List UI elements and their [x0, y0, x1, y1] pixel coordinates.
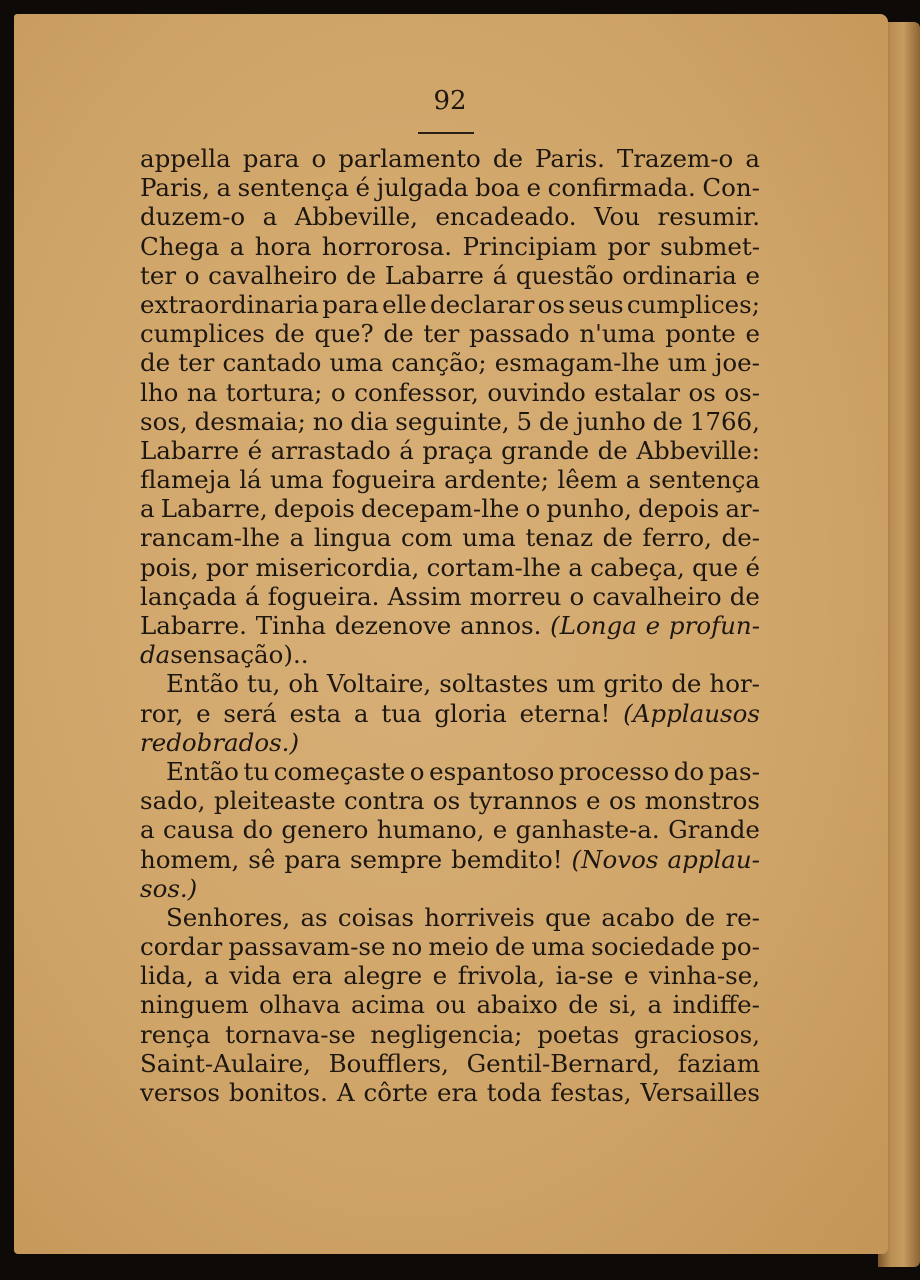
text-line: Chega a hora horrorosa. Principiam por submet-: [140, 231, 760, 261]
text-line: ninguem olhava acima ou abaixo de si, a indiffe-: [140, 990, 760, 1020]
text-line: cumplices de que? de ter passado n'uma ponte e: [140, 319, 760, 349]
text-line: cordar passavam-se no meio de uma sociedade po-: [140, 932, 760, 962]
text-line: ter o cavalheiro de Labarre á questão ordinaria e: [140, 260, 760, 290]
text-line: Saint-Aulaire, Boufflers, Gentil-Bernard, faziam: [140, 1048, 760, 1078]
text-line: Labarre. Tinha dezenove annos. (Longa e profun-: [140, 611, 760, 640]
text-line: Senhores, as coisas horriveis que acabo de re-: [166, 902, 760, 932]
text-line: Paris, a sentença é julgada boa e confirmada. Con-: [140, 173, 760, 203]
text-line: Então tu começaste o espantoso processo do pas-: [166, 756, 760, 786]
text-line: rancam-lhe a lingua com uma tenaz de ferro, de-: [140, 523, 760, 553]
text-line: lançada á fogueira. Assim morreu o cavalheiro de: [140, 581, 760, 611]
text-line: lho na tortura; o confessor, ouvindo estalar os os-: [140, 377, 760, 407]
text-line: sos.): [140, 873, 198, 903]
text-line: rença tornava-se negligencia; poetas graciosos,: [140, 1019, 760, 1049]
text-line: ror, e será esta a tua gloria eterna! (Applausos: [140, 698, 760, 728]
header-rule: [418, 132, 474, 134]
text-line: de ter cantado uma canção; esmagam-lhe um joe-: [140, 348, 760, 378]
text-line: appella para o parlamento de Paris. Trazem-o a: [140, 144, 760, 173]
text-line: Labarre é arrastado á praça grande de Abbeville:: [140, 435, 760, 465]
body-text: [140, 144, 760, 1107]
text-line: homem, sê para sempre bemdito! (Novos applau-: [140, 844, 760, 874]
text-line: extraordinaria para elle declarar os seus cumplices;: [140, 289, 760, 319]
text-line: a Labarre, depois decepam-lhe o punho, depois ar-: [140, 494, 760, 524]
text-line: Então tu, oh Voltaire, soltastes um grito de hor-: [166, 669, 760, 699]
text-line: pois, por misericordia, cortam-lhe a cabeça, que é: [140, 552, 760, 582]
text-line: da sensação)..: [140, 640, 309, 670]
text-line: versos bonitos. A côrte era toda festas, Versailles: [140, 1078, 760, 1107]
text-line: sos, desmaia; no dia seguinte, 5 de junho de 1766,: [140, 406, 760, 436]
text-line: redobrados.): [140, 727, 299, 757]
text-line: duzem-o a Abbeville, encadeado. Vou resumir.: [140, 202, 760, 232]
text-line: sado, pleiteaste contra os tyrannos e os monstros: [140, 786, 760, 816]
text-line: lida, a vida era alegre e frivola, ia-se e vinha-se,: [140, 961, 760, 991]
text-line: flameja lá uma fogueira ardente; lêem a sentença: [140, 465, 760, 495]
page-number: 92: [433, 86, 467, 116]
text-line: a causa do genero humano, e ganhaste-a. Grande: [140, 815, 760, 845]
